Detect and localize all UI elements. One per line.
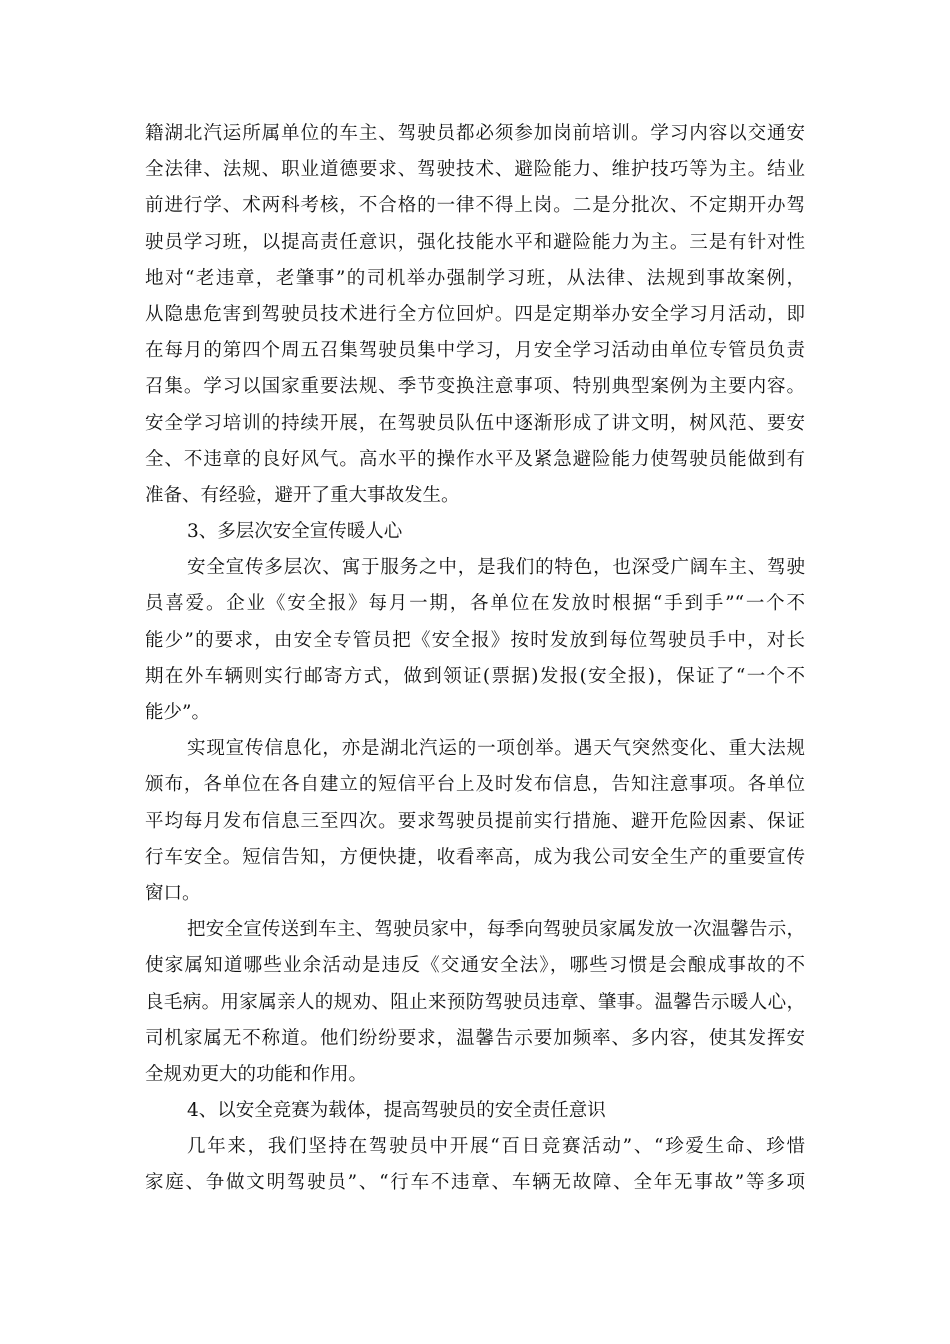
text-line: 准备、有经验，避开了重大事故发生。 (145, 484, 460, 506)
text-line: 从隐患危害到驾驶员技术进行全方位回炉。四是定期举办安全学习月活动，即 (145, 303, 805, 325)
text-line: 召集。学习以国家重要法规、季节变换注意事项、特别典型案例为主要内容。 (145, 376, 805, 398)
text-line: 前进行学、术两科考核，不合格的一律不得上岗。二是分批次、不定期开办驾 (145, 195, 805, 217)
text-line: 司机家属无不称道。他们纷纷要求，温馨告示要加频率、多内容，使其发挥安 (145, 1027, 805, 1049)
text-line: 驶员学习班，以提高责任意识，强化技能水平和避险能力为主。三是有针对性 (145, 231, 805, 253)
text-line: 安全宣传多层次、寓于服务之中，是我们的特色，也深受广阔车主、驾驶 (187, 557, 805, 579)
text-line: 使家属知道哪些业余活动是违反《交通安全法》，哪些习惯是会酿成事故的不 (145, 955, 805, 977)
text-line: 能少”的要求，由安全专管员把《安全报》按时发放到每位驾驶员手中，对长 (145, 629, 805, 651)
text-line: 全法律、法规、职业道德要求、驾驶技术、避险能力、维护技巧等为主。结业 (145, 159, 805, 181)
text-line: 能少”。 (145, 702, 210, 723)
text-line: 在每月的第四个周五召集驾驶员集中学习，月安全学习活动由单位专管员负责 (145, 340, 805, 362)
text-line: 把安全宣传送到车主、驾驶员家中，每季向驾驶员家属发放一次温馨告示， (187, 919, 805, 941)
text-line: 地对“老违章，老肇事”的司机举办强制学习班，从法律、法规到事故案例， (145, 267, 805, 289)
text-line: 窗口。 (145, 882, 201, 904)
text-line: 4、以安全竞赛为载体，提高驾驶员的安全责任意识 (187, 1100, 606, 1122)
text-line: 全、不违章的良好风气。高水平的操作水平及紧急避险能力使驾驶员能做到有 (145, 448, 805, 470)
text-line: 期在外车辆则实行邮寄方式，做到领证(票据)发报(安全报)，保证了“一个不 (145, 665, 805, 687)
text-line: 平均每月发布信息三至四次。要求驾驶员提前实行措施、避开危险因素、保证 (145, 810, 805, 832)
text-line: 实现宣传信息化，亦是湖北汽运的一项创举。遇天气突然变化、重大法规 (187, 738, 805, 760)
text-line: 全规劝更大的功能和作用。 (145, 1063, 368, 1085)
text-line: 颁布，各单位在各自建立的短信平台上及时发布信息，告知注意事项。各单位 (145, 774, 805, 796)
document-body (145, 116, 805, 1202)
text-line: 行车安全。短信告知，方便快捷，收看率高，成为我公司安全生产的重要宣传 (145, 846, 805, 868)
text-line: 良毛病。用家属亲人的规劝、阻止来预防驾驶员违章、肇事。温馨告示暖人心， (145, 991, 805, 1013)
text-line: 安全学习培训的持续开展，在驾驶员队伍中逐渐形成了讲文明，树风范、要安 (145, 412, 805, 434)
text-line: 3、多层次安全宣传暖人心 (187, 521, 403, 543)
text-line: 籍湖北汽运所属单位的车主、驾驶员都必须参加岗前培训。学习内容以交通安 (145, 123, 805, 144)
text-line: 几年来，我们坚持在驾驶员中开展“百日竞赛活动”、“珍爱生命、珍惜 (187, 1136, 805, 1158)
text-line: 家庭、争做文明驾驶员”、“行车不违章、车辆无故障、全年无事故”等多项 (145, 1172, 805, 1194)
text-line: 员喜爱。企业《安全报》每月一期，各单位在发放时根据“手到手”“一个不 (145, 593, 805, 615)
